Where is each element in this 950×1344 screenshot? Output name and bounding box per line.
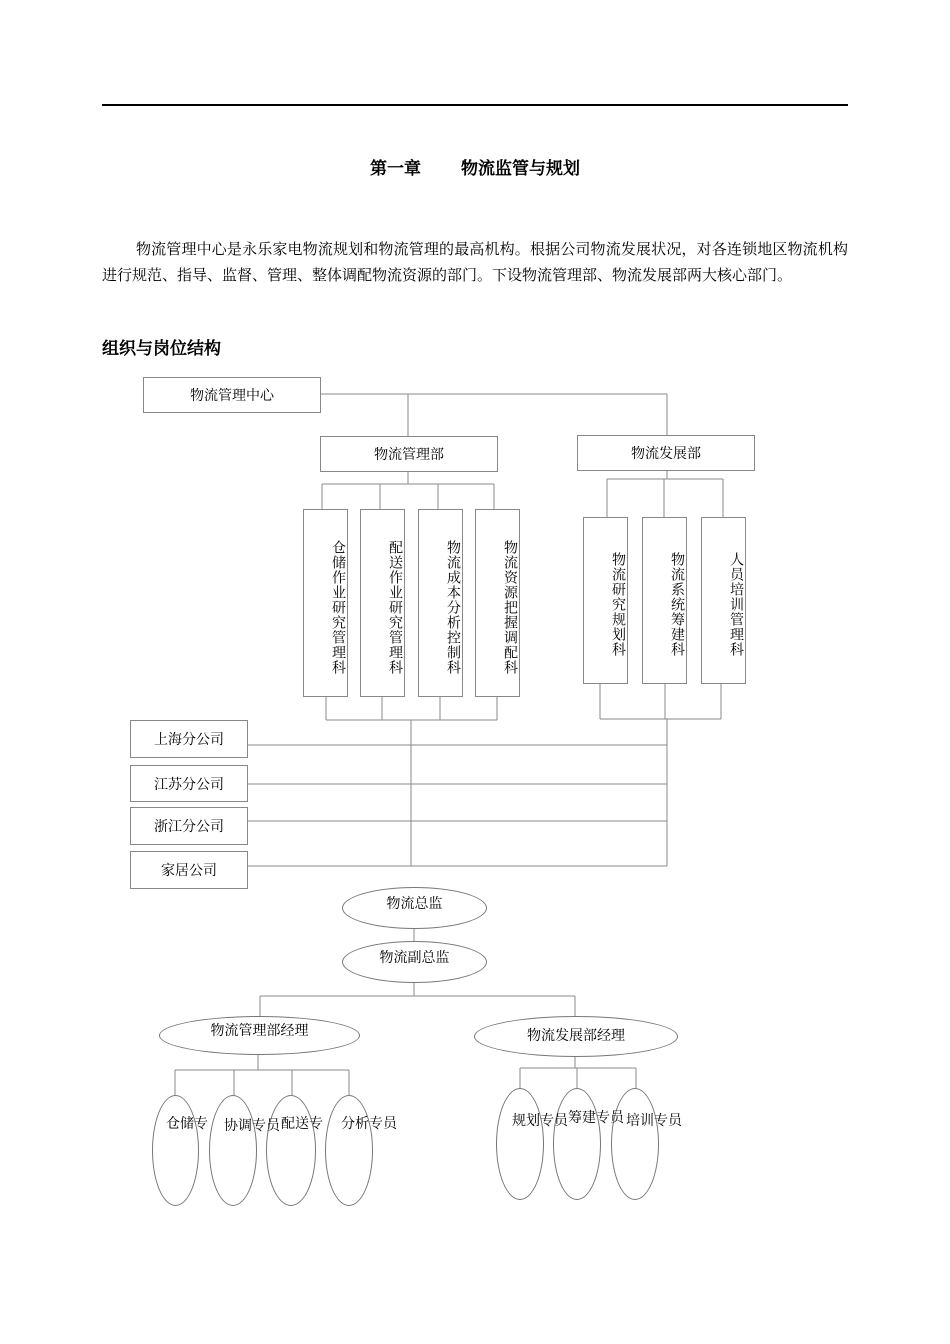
branch-box	[130, 765, 248, 802]
dev-unit-box	[701, 517, 746, 684]
org-center-label: 物流管理中心	[190, 388, 274, 404]
dev-manager-oval	[474, 1016, 678, 1057]
dev-manager-label: 物流发展部经理	[527, 1028, 625, 1044]
branch-label: 江苏分公司	[154, 776, 224, 793]
section-title: 组织与岗位结构	[102, 339, 221, 359]
deputy-director-oval	[342, 941, 487, 983]
dev-unit-label: 物流系统筹建科	[669, 552, 685, 657]
branch-box	[130, 807, 248, 845]
branch-box	[130, 720, 248, 758]
org-center-box	[143, 377, 321, 413]
staff-oval	[266, 1095, 316, 1206]
chapter-title: 物流监管与规划	[461, 159, 580, 179]
director-label: 物流总监	[386, 896, 443, 912]
branch-box	[130, 851, 248, 889]
dev-unit-box	[642, 517, 687, 684]
mgmt-manager-oval	[159, 1016, 360, 1055]
mgmt-unit-label: 仓储作业研究管理科	[330, 539, 346, 675]
staff-label: 培训专员	[626, 1113, 682, 1129]
staff-label: 配送专	[281, 1116, 323, 1132]
dev-unit-box	[583, 517, 628, 684]
staff-oval	[209, 1095, 257, 1206]
staff-oval	[553, 1088, 601, 1200]
branch-label: 上海分公司	[154, 732, 224, 748]
mgmt-unit-box	[475, 509, 520, 697]
mgmt-unit-box	[418, 509, 463, 697]
mgmt-dept-label: 物流管理部	[374, 447, 444, 463]
dev-dept-box	[577, 435, 755, 471]
dev-dept-label: 物流发展部	[631, 446, 701, 462]
chapter-number: 第一章	[370, 159, 421, 179]
dev-unit-label: 人员培训管理科	[728, 552, 744, 657]
staff-oval	[152, 1095, 199, 1206]
staff-label: 筹建专员	[568, 1110, 624, 1126]
staff-label: 仓储专	[166, 1116, 208, 1132]
staff-label: 规划专员	[512, 1113, 568, 1129]
mgmt-unit-label: 物流资源把握调配科	[502, 539, 518, 675]
mgmt-unit-label: 配送作业研究管理科	[387, 539, 403, 675]
staff-oval	[325, 1095, 373, 1206]
mgmt-unit-label: 物流成本分析控制科	[445, 539, 461, 675]
staff-label: 分析专员	[341, 1116, 397, 1132]
deputy-director-label: 物流副总监	[379, 950, 450, 966]
mgmt-manager-label: 物流管理部经理	[210, 1023, 309, 1039]
branch-label: 家居公司	[161, 863, 217, 879]
mgmt-dept-box	[320, 436, 498, 472]
branch-label: 浙江分公司	[154, 819, 224, 835]
staff-oval	[496, 1088, 544, 1200]
mgmt-unit-box	[360, 509, 405, 697]
staff-label: 协调专员	[224, 1118, 280, 1134]
intro-paragraph: 物流管理中心是永乐家电物流规划和物流管理的最高机构。根据公司物流发展状况，对各连锁地区物流机构进行规范、指导、监督、管理、整体调配物流资源的部门。下设物流管理部、物流发展部两大核心部门。	[102, 240, 848, 284]
dev-unit-label: 物流研究规划科	[610, 552, 626, 657]
staff-oval	[611, 1088, 659, 1200]
mgmt-unit-box	[303, 509, 348, 697]
director-oval	[342, 887, 487, 929]
